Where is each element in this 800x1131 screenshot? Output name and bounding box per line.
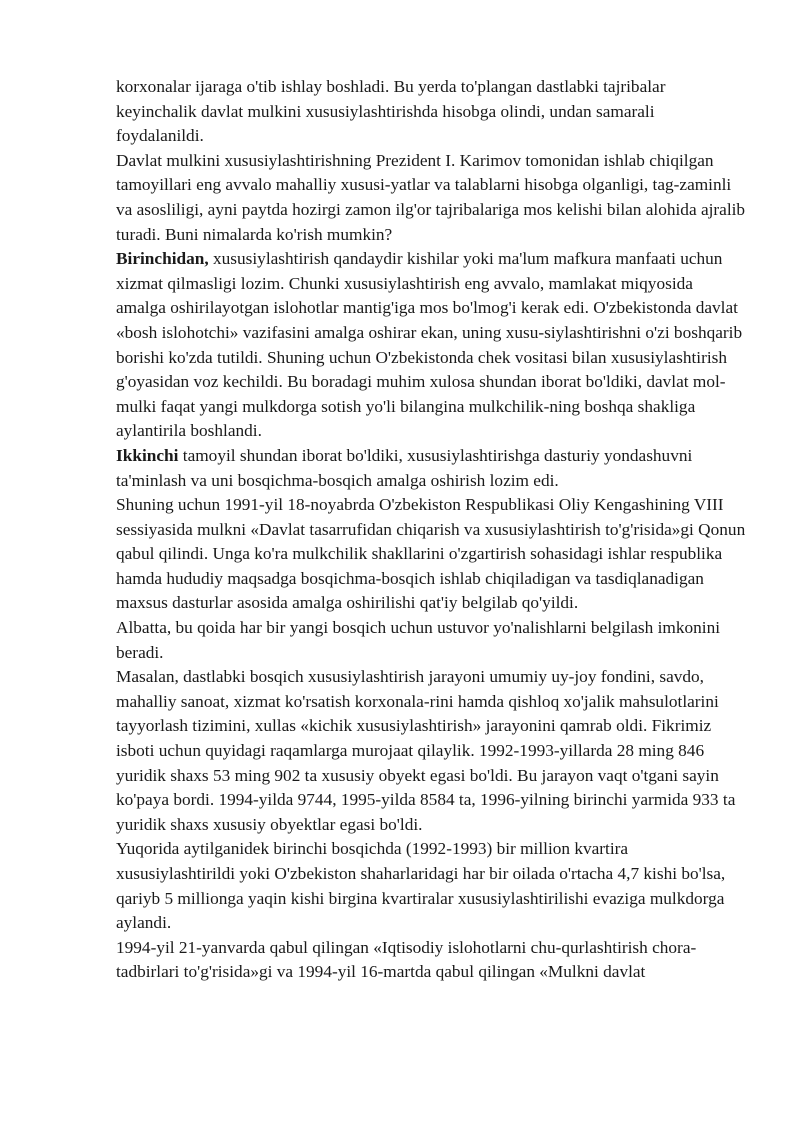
paragraph-lead-ikkinchi: Ikkinchi	[116, 445, 179, 465]
paragraph-text: korxonalar ijaraga o'tib ishlay boshladi. Bu yerda to'plangan dastlabki tajribalar keyinchalik davlat mulkini xususiylashtirishda hisobga olindi, undan samarali foydalanildi.	[116, 77, 666, 146]
paragraph-6	[116, 616, 746, 665]
paragraph-5	[116, 493, 746, 616]
paragraph-text: Albatta, bu qoida har bir yangi bosqich uchun ustuvor yo'nalishlarni belgilash imkonini beradi.	[116, 618, 721, 662]
paragraph-text: tamoyil shundan iborat bo'ldiki, xususiylashtirishga dasturiy yondashuvni ta'minlash va uni bosqichma-bosqich amalga oshirish lozim edi.	[116, 445, 693, 490]
paragraph-text: Shuning uchun 1991-yil 18-noyabrda O'zbekiston Respublikasi Oliy Kengashining VIII sessiyasida mulkni «Davlat tasarrufidan chiqarish va xususiylashtirish to'g'risida»gi Qonun qabul qilindi. Unga ko'ra mulkchilik shakllarini o'zgartirish sohasidagi ishlar respublika hamda hududiy maqsadga bosqichma-bosqich ishlab chiqiladigan va tasdiqlanadigan maxsus dasturlar asosida amalga oshirilishi qat'iy belgilab qo'yildi.	[116, 495, 746, 613]
paragraph-lead-birinchidan: Birinchidan,	[116, 249, 209, 269]
paragraph-2	[116, 149, 746, 247]
paragraph-8	[116, 837, 746, 935]
paragraph-text: Masalan, dastlabki bosqich xususiylashtirish jarayoni umumiy uy-joy fondini, savdo, mahalliy sanoat, xizmat ko'rsatish korxonala-rini hamda qishloq xo'jalik mahsulotlarini tayyorlash tizimini, xullas «kichik xususiylashtirish» jarayonini qamrab oldi. Fikrimiz isboti uchun quyidagi raqamlarga murojaat qilaylik. 1992-1993-yillarda 28 ming 846 yuridik shaxs 53 ming 902 ta xususiy obyekt egasi bo'ldi. Bu jarayon vaqt o'tgani sayin ko'paya bordi. 1994-yilda 9744, 1995-yilda 8584 ta, 1996-yilning birinchi yarmida 933 ta yuridik shaxs xususiy obyektlar egasi bo'ldi.	[116, 667, 736, 834]
document-body	[116, 75, 746, 985]
paragraph-text: Davlat mulkini xususiylashtirishning Prezident I. Karimov tomonidan ishlab chiqilgan tamoyillari eng avvalo mahalliy xususi-yatlar va talablarni hisobga olganligi, tag-zaminli va asosliligi, ayni paytda hozirgi zamon ilg'or tajribalariga mos kelishi bilan alohida ajralib turadi. Buni nimalarda ko'rish mumkin?	[116, 150, 746, 244]
paragraph-1	[116, 75, 746, 149]
paragraph-4	[116, 444, 746, 493]
paragraph-9	[116, 936, 746, 985]
paragraph-3	[116, 247, 746, 444]
paragraph-7	[116, 665, 746, 837]
paragraph-text: 1994-yil 21-yanvarda qabul qilingan «Iqtisodiy islohotlarni chu-qurlashtirish chora-tadbirlari to'g'risida»gi va 1994-yil 16-martda qabul qilingan «Mulkni davlat	[116, 937, 697, 982]
paragraph-text: xususiylashtirish qandaydir kishilar yoki ma'lum mafkura manfaati uchun xizmat qilmasligi lozim. Chunki xususiylashtirish eng avvalo, mamlakat miqyosida amalga oshirilayotgan islohotlar mantig'iga mos bo'lmog'i kerak edi. O'zbekistonda davlat «bosh islohotchi» vazifasini amalga oshirar ekan, uning xusu-siylashtirishni o'zi boshqarib borishi ko'zda tutildi. Shuning uchun O'zbekistonda chek vositasi bilan xususiylashtirish g'oyasidan voz kechildi. Bu boradagi muhim xulosa shundan iborat bo'ldiki, davlat mol-mulki faqat yangi mulkdorga sotish yo'li bilangina mulkchilik-ning boshqa shakliga aylantirila boshlandi.	[116, 249, 743, 441]
paragraph-text: Yuqorida aytilganidek birinchi bosqichda (1992-1993) bir million kvartira xususiylashtirildi yoki O'zbekiston shaharlaridagi har bir oilada o'rtacha 4,7 kishi bo'lsa, qariyb 5 millionga yaqin kishi birgina kvartiralar xususiylashtirilishi evaziga mulkdorga aylandi.	[116, 839, 726, 933]
